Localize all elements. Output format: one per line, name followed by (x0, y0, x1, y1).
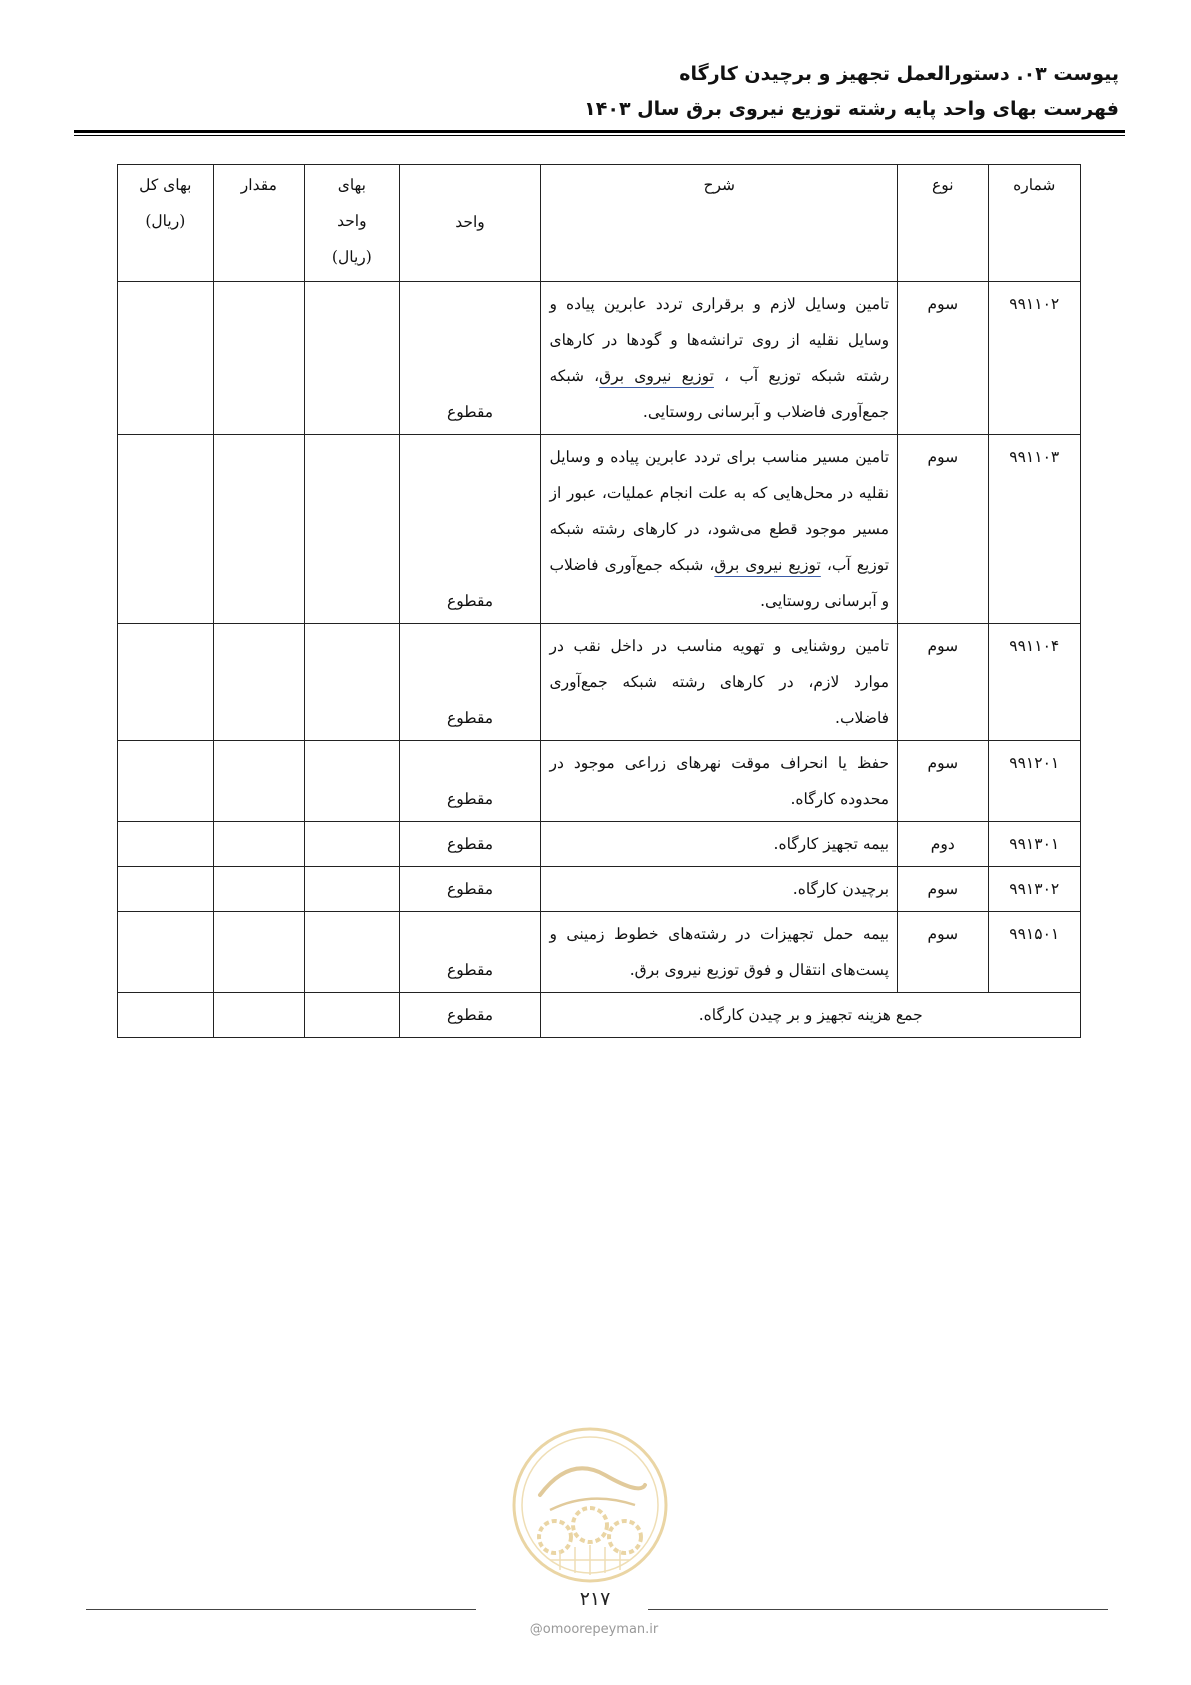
header-rule-thick (74, 130, 1125, 133)
item-number: ۹۹۱۱۰۴ (988, 624, 1080, 741)
appendix-title: پیوست ۰۳. دستورالعمل تجهیز و برچیدن کارگاه (679, 63, 1119, 85)
header-unit-price-line2: واحد (337, 212, 367, 230)
item-unit-price (305, 282, 400, 435)
item-description-text: تامین مسیر مناسب برای تردد عابرین پیاده و وسایل نقلیه در محل‌هایی که به علت انجام عملیات، عبور از مسیر موجود قطع می‌شود، در کارهای رشته شبکه توزیع آب، (549, 448, 890, 574)
item-type: سوم (898, 282, 988, 435)
table-row (118, 282, 1081, 435)
item-quantity (213, 822, 304, 867)
table-header-row (118, 165, 1081, 282)
header-type: نوع (898, 165, 988, 282)
item-total-price (118, 867, 214, 912)
item-description-text: بیمه حمل تجهیزات در رشته‌های خطوط زمینی و پست‌های انتقال و فوق توزیع نیروی برق. (549, 925, 890, 979)
item-type: سوم (898, 867, 988, 912)
item-total-price (118, 741, 214, 822)
item-description (541, 435, 898, 624)
item-description-text: تامین وسایل لازم و برقراری تردد عابرین پیاده و وسایل نقلیه از روی ترانشه‌ها و گودها در کارهای رشته شبکه توزیع آب ، (549, 295, 890, 385)
item-type: سوم (898, 435, 988, 624)
item-description (541, 624, 898, 741)
item-total-price (118, 822, 214, 867)
item-description (541, 912, 898, 993)
sum-label: جمع هزینه تجهیز و بر چیدن کارگاه. (541, 993, 1081, 1038)
table-row (118, 867, 1081, 912)
sum-unit: مقطوع (399, 993, 541, 1038)
item-unit-price (305, 435, 400, 624)
price-list-title: فهرست بهای واحد پایه رشته توزیع نیروی برق سال ۱۴۰۳ (584, 98, 1119, 120)
table-row (118, 741, 1081, 822)
item-unit-price (305, 867, 400, 912)
header-description: شرح (541, 165, 898, 282)
item-quantity (213, 741, 304, 822)
sum-unit-price (305, 993, 400, 1038)
item-number: ۹۹۱۱۰۳ (988, 435, 1080, 624)
item-type: دوم (898, 822, 988, 867)
footer-rule-left (86, 1609, 476, 1610)
price-items-table (117, 164, 1081, 1038)
item-unit: مقطوع (399, 282, 541, 435)
item-unit: مقطوع (399, 624, 541, 741)
item-type: سوم (898, 624, 988, 741)
item-unit-price (305, 912, 400, 993)
header-unit-price-line1: بهای (337, 176, 367, 194)
table-row (118, 912, 1081, 993)
item-number: ۹۹۱۵۰۱ (988, 912, 1080, 993)
item-type: سوم (898, 912, 988, 993)
table-row (118, 822, 1081, 867)
item-number: ۹۹۱۳۰۱ (988, 822, 1080, 867)
item-total-price (118, 435, 214, 624)
item-unit: مقطوع (399, 435, 541, 624)
item-quantity (213, 867, 304, 912)
item-number: ۹۹۱۲۰۱ (988, 741, 1080, 822)
item-type: سوم (898, 741, 988, 822)
item-unit: مقطوع (399, 741, 541, 822)
item-quantity (213, 435, 304, 624)
item-quantity (213, 912, 304, 993)
item-unit-price (305, 822, 400, 867)
header-unit-price (305, 165, 400, 282)
table-row (118, 624, 1081, 741)
item-description-text: برچیدن کارگاه. (792, 880, 890, 898)
header-number: شماره (988, 165, 1080, 282)
header-total-price (118, 165, 214, 282)
item-quantity (213, 624, 304, 741)
header-rule-thin (74, 135, 1125, 136)
item-description-underlined: توزیع نیروی برق (714, 556, 821, 574)
page-number: ۲۱۷ (579, 1588, 611, 1610)
website-watermark: @omoorepeyman.ir (529, 1622, 659, 1637)
item-number: ۹۹۱۳۰۲ (988, 867, 1080, 912)
sum-row (118, 993, 1081, 1038)
item-total-price (118, 912, 214, 993)
item-unit-price (305, 624, 400, 741)
item-description-text-end: ، شبکه جمع‌آوری فاضلاب و آبرسانی روستایی. (549, 367, 890, 421)
header-total-line2: (ریال) (145, 212, 186, 230)
table-row (118, 435, 1081, 624)
item-description-text: تامین روشنایی و تهویه مناسب در داخل نقب در موارد لازم، در کارهای رشته شبکه جمع‌آوری فاضلاب. (549, 637, 890, 727)
item-quantity (213, 282, 304, 435)
item-number: ۹۹۱۱۰۲ (988, 282, 1080, 435)
header-total-line1: بهای کل (139, 176, 192, 194)
item-description-text: بیمه تجهیز کارگاه. (773, 835, 890, 853)
item-description-text: حفظ یا انحراف موقت نهرهای زراعی موجود در محدوده کارگاه. (549, 754, 890, 808)
header-quantity: مقدار (213, 165, 304, 282)
sum-total-price (118, 993, 214, 1038)
item-description (541, 741, 898, 822)
item-description (541, 282, 898, 435)
item-unit-price (305, 741, 400, 822)
item-unit: مقطوع (399, 867, 541, 912)
header-unit-price-line3: (ریال) (331, 248, 372, 266)
item-unit: مقطوع (399, 912, 541, 993)
item-description-text-end: ، شبکه جمع‌آوری فاضلاب و آبرسانی روستایی. (549, 556, 890, 610)
item-description (541, 822, 898, 867)
item-description (541, 867, 898, 912)
omoorepeyman-seal-logo (510, 1425, 670, 1585)
table-body (118, 282, 1081, 993)
item-unit: مقطوع (399, 822, 541, 867)
item-total-price (118, 624, 214, 741)
item-description-underlined: توزیع نیروی برق (599, 367, 714, 385)
footer-rule-right (648, 1609, 1108, 1610)
header-unit: واحد (399, 165, 541, 282)
sum-quantity (213, 993, 304, 1038)
item-total-price (118, 282, 214, 435)
